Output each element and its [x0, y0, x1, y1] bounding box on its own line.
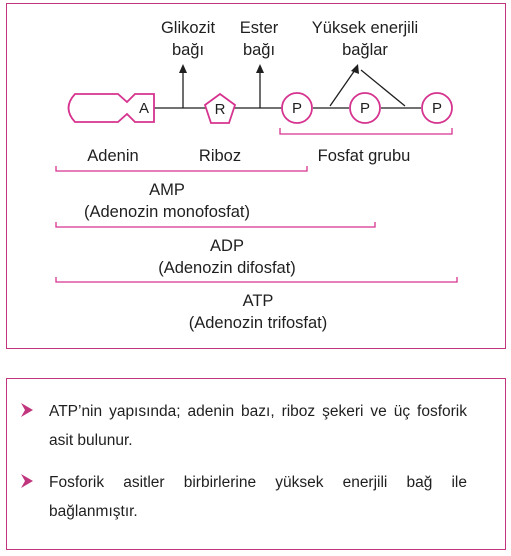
atp-structure-diagram — [6, 3, 506, 349]
ester-label-line1: Ester — [239, 19, 279, 37]
amp-label: AMP — [149, 181, 185, 199]
ribose-letter: R — [214, 101, 226, 118]
high-energy-arrowhead — [351, 64, 359, 74]
phosphate-1 — [282, 93, 312, 123]
adp-label: ADP — [210, 237, 244, 255]
yuksek-enerjili-label — [312, 19, 418, 59]
adp-bracket — [56, 222, 375, 227]
adenine-letter: A — [138, 100, 150, 117]
yuksek-label-line2: bağlar — [342, 41, 388, 59]
diagram-canvas — [7, 4, 507, 350]
note-text: ATP’nin yapısında; adenin bazı, riboz şekeri ve üç fosforik asit bulunur. — [49, 403, 467, 449]
glikozit-label — [161, 19, 216, 59]
chevron-right-icon — [21, 474, 33, 488]
adp-fullname: (Adenozin difosfat) — [158, 259, 296, 277]
atp-fullname: (Adenozin trifosfat) — [188, 314, 328, 332]
ribose-shape — [205, 94, 235, 123]
atp-label: ATP — [242, 292, 274, 310]
ester-label — [240, 19, 279, 59]
phosphate-3-letter: P — [431, 100, 443, 117]
atp-bracket — [56, 277, 457, 282]
ester-arrowhead — [256, 64, 264, 73]
ester-label-line2: bağı — [242, 41, 276, 59]
note-item — [21, 468, 491, 526]
note-text: Fosforik asitler birbirlerine yüksek enerjili bağ ile bağlanmıştır. — [49, 474, 467, 520]
amp-bracket — [56, 166, 307, 171]
chevron-right-icon — [21, 403, 33, 417]
phosphate-2 — [350, 93, 380, 123]
adenin-label: Adenin — [87, 147, 139, 165]
amp-fullname: (Adenozin monofosfat) — [83, 203, 251, 221]
glikozit-label-line2: bağı — [171, 41, 205, 59]
phosphate-1-letter: P — [291, 100, 303, 117]
phosphate-group-bracket — [280, 128, 452, 134]
phosphate-2-letter: P — [359, 100, 371, 117]
adenine-shape — [69, 94, 155, 122]
phosphate-3 — [422, 93, 452, 123]
note-item — [21, 397, 491, 455]
yuksek-label-line1: Yüksek enerjili — [311, 19, 419, 37]
glikozit-label-line1: Glikozit — [160, 19, 216, 37]
glikozit-arrowhead — [179, 64, 187, 73]
arrowheads — [179, 64, 359, 74]
notes-box — [6, 378, 506, 550]
riboz-label: Riboz — [198, 147, 242, 165]
phosphate-group-label: Fosfat grubu — [317, 147, 411, 165]
